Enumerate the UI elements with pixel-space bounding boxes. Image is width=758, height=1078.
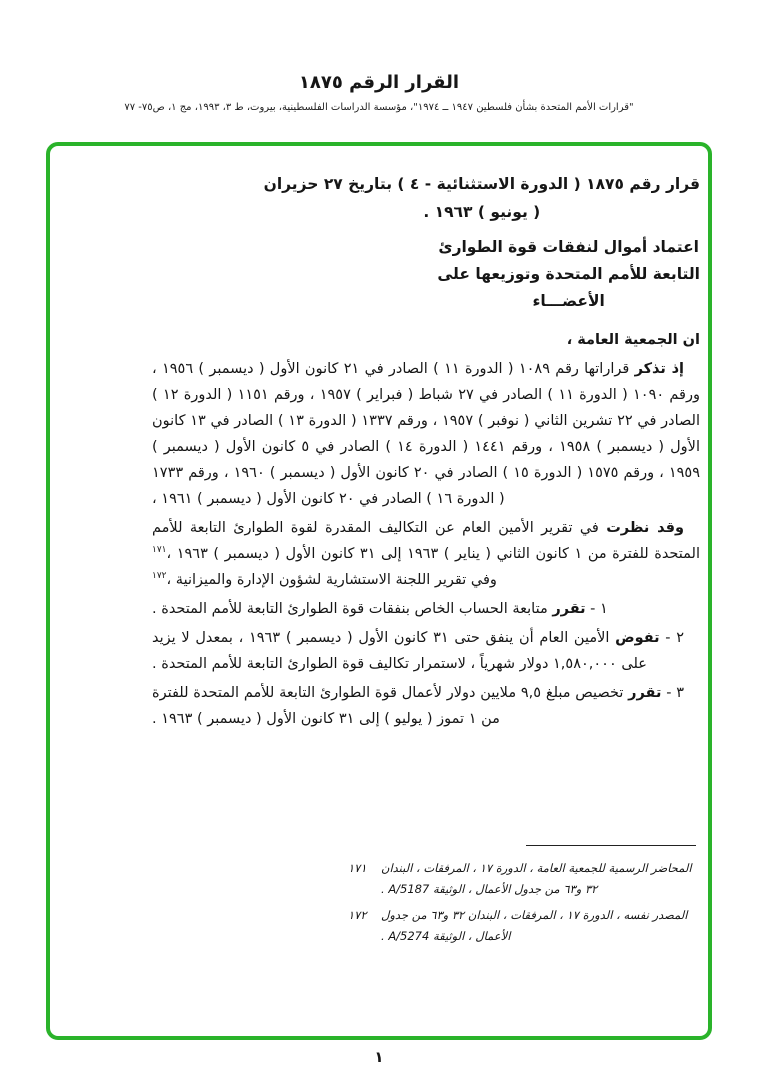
source-citation: "قرارات الأمم المتحدة بشأن فلسطين ١٩٤٧ ــ ١٩٧٤"، مؤسسة الدراسات الفلسطينية، بيروت، ط ٣، ١٩٩٣، مج ١، ص٧٥- ٧٧	[124, 102, 634, 113]
resolution-subject	[437, 234, 700, 315]
heading-line: قرار رقم ١٨٧٥ ( الدورة الاستثنائية - ٤ ) بتاريخ ٢٧ حزيران	[263, 175, 700, 193]
resolution-paragraphs	[152, 356, 700, 732]
text-segment: ٣ -	[661, 685, 684, 701]
text-segment: قراراتها رقم ١٠٨٩ ( الدورة ١١ ) الصادر في ٢١ كانون الأول ( ديسمبر ) ١٩٥٦ ، ورقم ١٠٩٠ ( الدورة ١١ ) الصادر في ٢٧ شباط ( فبراير ) ١٩٥٧ ، ورقم ١١٥١ ( الدورة ١٢ ) الصادر في ٢٢ تشرين الثاني ( نوفبر ) ١٩٥٧ ، ورقم ١٣٣٧ ( الدورة ١٣ ) الصادر في ١٣ كانون الأول ( ديسمبر ) ١٩٥٨ ، ورقم ١٤٤١ ( الدورة ١٤ ) الصادر في ٥ كانون الأول ( ديسمبر ) ١٩٥٩ ، ورقم ١٥٧٥ ( الدورة ١٥ ) الصادر في ٢٠ كانون الأول ( ديسمبر ) ١٩٦٠ ، ورقم ١٧٣٣ ( الدورة ١٦ ) الصادر في ٢٠ كانون الأول ( ديسمبر ) ١٩٦١ ،	[152, 361, 701, 507]
heading-line: ( يونيو ) ١٩٦٣ .	[423, 203, 541, 221]
resolution-opening: ان الجمعية العامة ،	[566, 332, 700, 348]
text-segment: الأمين العام أن ينفق حتى ٣١ كانون الأول ( ديسمبر ) ١٩٦٣ ، بمعدل لا يزيد على ١,٥٨٠,٠٠٠ دولار شهرياً ، لاستمرار تكاليف قوة الطوارئ التابعة للأمم المتحدة .	[152, 630, 647, 672]
text-segment: وقد نظرت	[606, 520, 685, 536]
footnote-number: ١٧٢	[348, 908, 367, 922]
text-segment: في تقرير الأمين العام عن التكاليف المقدرة لقوة الطوارئ التابعة للأمم المتحدة للفترة من ١ كانون الثاني ( يناير ) ١٩٦٣ إلى ٣١ كانون الأول ( ديسمبر ) ١٩٦٣ ،	[152, 520, 700, 562]
footnote-text: المصدر نفسه ، الدورة ١٧ ، المرفقات ، البندان ٣٢ و٦٣ من جدول الأعمال ، الوثيقة A/5274 .	[381, 908, 688, 943]
subject-line: التابعة للأمم المتحدة وتوزيعها على	[437, 265, 700, 283]
subject-line: اعتماد أموال لنفقات قوة الطوارئ	[438, 238, 699, 256]
text-segment: ٢ -	[659, 630, 684, 646]
text-segment: تقرر	[628, 685, 662, 701]
text-segment: تخصيص مبلغ ٩,٥ ملايين دولار لأعمال قوة الطوارئ التابعة للأمم المتحدة للفترة من ١ تموز ( يوليو ) إلى ٣١ كانون الأول ( ديسمبر ) ١٩٦٣ .	[152, 685, 629, 727]
text-segment: متابعة الحساب الخاص بنفقات قوة الطوارئ التابعة للأمم المتحدة .	[152, 601, 553, 617]
text-segment: ١ -	[585, 601, 608, 617]
resolution-heading	[264, 170, 700, 226]
footnotes-section	[348, 845, 696, 952]
page-title: القرار الرقم ١٨٧٥	[298, 72, 460, 93]
footnote-ref: ١٧٢	[152, 571, 167, 582]
footnote-item	[348, 905, 696, 947]
footnotes-list	[348, 858, 696, 947]
recital-considered	[152, 515, 700, 593]
resolution-box	[46, 142, 712, 1040]
subject-line: الأعضـــاء	[532, 292, 605, 310]
footnote-ref: ١٧١	[152, 545, 167, 556]
page-number: ١	[374, 1048, 384, 1066]
text-segment: تفوض	[615, 630, 660, 646]
footnote-text: المحاضر الرسمية للجمعية العامة ، الدورة ١٧ ، المرفقات ، البندان ٣٢ و٦٣ من جدول الأعمال ، الوثيقة A/5187 .	[381, 861, 692, 896]
text-segment: إذ تذكر	[634, 361, 685, 377]
recital-recalling	[152, 356, 700, 512]
operative-3	[152, 680, 700, 732]
operative-1	[152, 596, 700, 622]
footnote-number: ١٧١	[348, 861, 367, 875]
text-segment: وفي تقرير اللجنة الاستشارية لشؤون الإدارة والميزانية ،	[166, 572, 497, 588]
page-header	[0, 72, 758, 113]
operative-2	[152, 625, 700, 677]
footnote-item	[348, 858, 696, 900]
footnote-separator	[526, 845, 696, 846]
text-segment: تقرر	[552, 601, 586, 617]
